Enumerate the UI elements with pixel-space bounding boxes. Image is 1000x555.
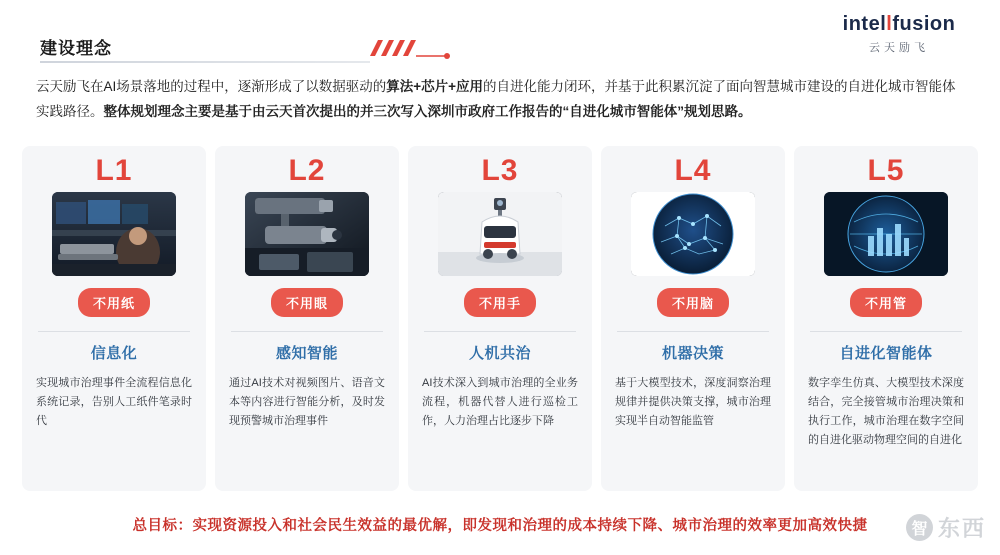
card-body-text: 实现城市治理事件全流程信息化系统记录，告别人工纸件笔录时代 (36, 377, 192, 427)
card-body-text: 数字孪生仿真、大模型技术深度结合，完全接管城市治理决策和执行工作，城市治理在数字空间的自进化驱动物理空间的自进化 (808, 377, 964, 446)
level-card-l4[interactable] (601, 146, 785, 491)
card-heading: 机器决策 (661, 345, 724, 362)
intro-bold-2: 整体规划理念主要是基于由云天首次提出的并三次写入深圳市政府工作报告的“自进化城市智能体”规划思路。 (103, 104, 752, 119)
level-label: L3 (481, 154, 519, 187)
status-badge: 不用脑 (657, 288, 729, 317)
badge-wrap (229, 288, 385, 317)
maturity-level-cards (22, 146, 978, 491)
slide-header (0, 0, 1000, 66)
badge-wrap (36, 288, 192, 317)
level-card-l3[interactable] (408, 146, 592, 491)
card-divider (617, 331, 769, 332)
card-divider (231, 331, 383, 332)
title-underline (40, 61, 370, 63)
intro-bold-1: 算法+芯片+应用 (386, 79, 484, 94)
badge-wrap (808, 288, 964, 317)
status-badge: 不用手 (464, 288, 536, 317)
logo-text-left: intel (842, 13, 887, 35)
surveillance-camera-photo (245, 192, 369, 276)
level-card-l1[interactable] (22, 146, 206, 491)
card-heading: 感知智能 (275, 345, 338, 362)
card-heading: 信息化 (90, 345, 138, 362)
level-label: L5 (867, 154, 905, 187)
card-heading: 自进化智能体 (839, 345, 933, 362)
logo-text-highlight: l (886, 13, 893, 35)
logo-wordmark (814, 14, 984, 34)
level-card-l2[interactable] (215, 146, 399, 491)
decorative-slashes-icon (360, 38, 450, 62)
card-body-text: AI技术深入到城市治理的全业务流程，机器代替人进行巡检工作，人力治理占比逐步下降 (422, 377, 578, 427)
company-logo (814, 14, 984, 55)
digital-twin-city-photo (824, 192, 948, 276)
intro-text-2: 的自进化能力闭环，并基于此积累沉淀了面向智慧城市建设的自进 (483, 79, 875, 94)
patrol-robot-photo (438, 192, 562, 276)
logo-text-right: fusion (892, 13, 956, 35)
watermark (906, 512, 986, 543)
badge-wrap (615, 288, 771, 317)
status-badge: 不用纸 (78, 288, 150, 317)
card-body-text: 通过AI技术对视频图片、语音文本等内容进行智能分析，及时发现预警城市治理事件 (229, 377, 385, 427)
level-label: L1 (95, 154, 133, 187)
ai-brain-sphere-photo (631, 192, 755, 276)
card-divider (810, 331, 962, 332)
watermark-badge-icon: 智 (906, 514, 933, 541)
level-label: L2 (288, 154, 326, 187)
intro-text-3: 化城市智能体实践路径。 (36, 79, 956, 119)
logo-subtitle: 云天励飞 (869, 42, 929, 54)
badge-wrap (422, 288, 578, 317)
level-label: L4 (674, 154, 712, 187)
office-desk-photo (52, 192, 176, 276)
intro-text-1: 云天励飞在AI场景落地的过程中，逐渐形成了以数据驱动的 (36, 79, 387, 94)
footer-goal-text: 总目标：实现资源投入和社会民生效益的最优解，即发现和治理的成本持续下降、城市治理的效率更加高效快捷 (132, 518, 868, 534)
status-badge: 不用管 (850, 288, 922, 317)
page-title: 建设理念 (40, 39, 112, 58)
intro-paragraph (36, 74, 966, 124)
card-heading: 人机共治 (468, 345, 531, 362)
level-card-l5[interactable] (794, 146, 978, 491)
card-divider (38, 331, 190, 332)
watermark-text: 东西 (937, 516, 986, 541)
card-divider (424, 331, 576, 332)
card-body-text: 基于大模型技术，深度洞察治理规律并提供决策支撑，城市治理实现半自动智能监管 (615, 377, 771, 427)
status-badge: 不用眼 (271, 288, 343, 317)
